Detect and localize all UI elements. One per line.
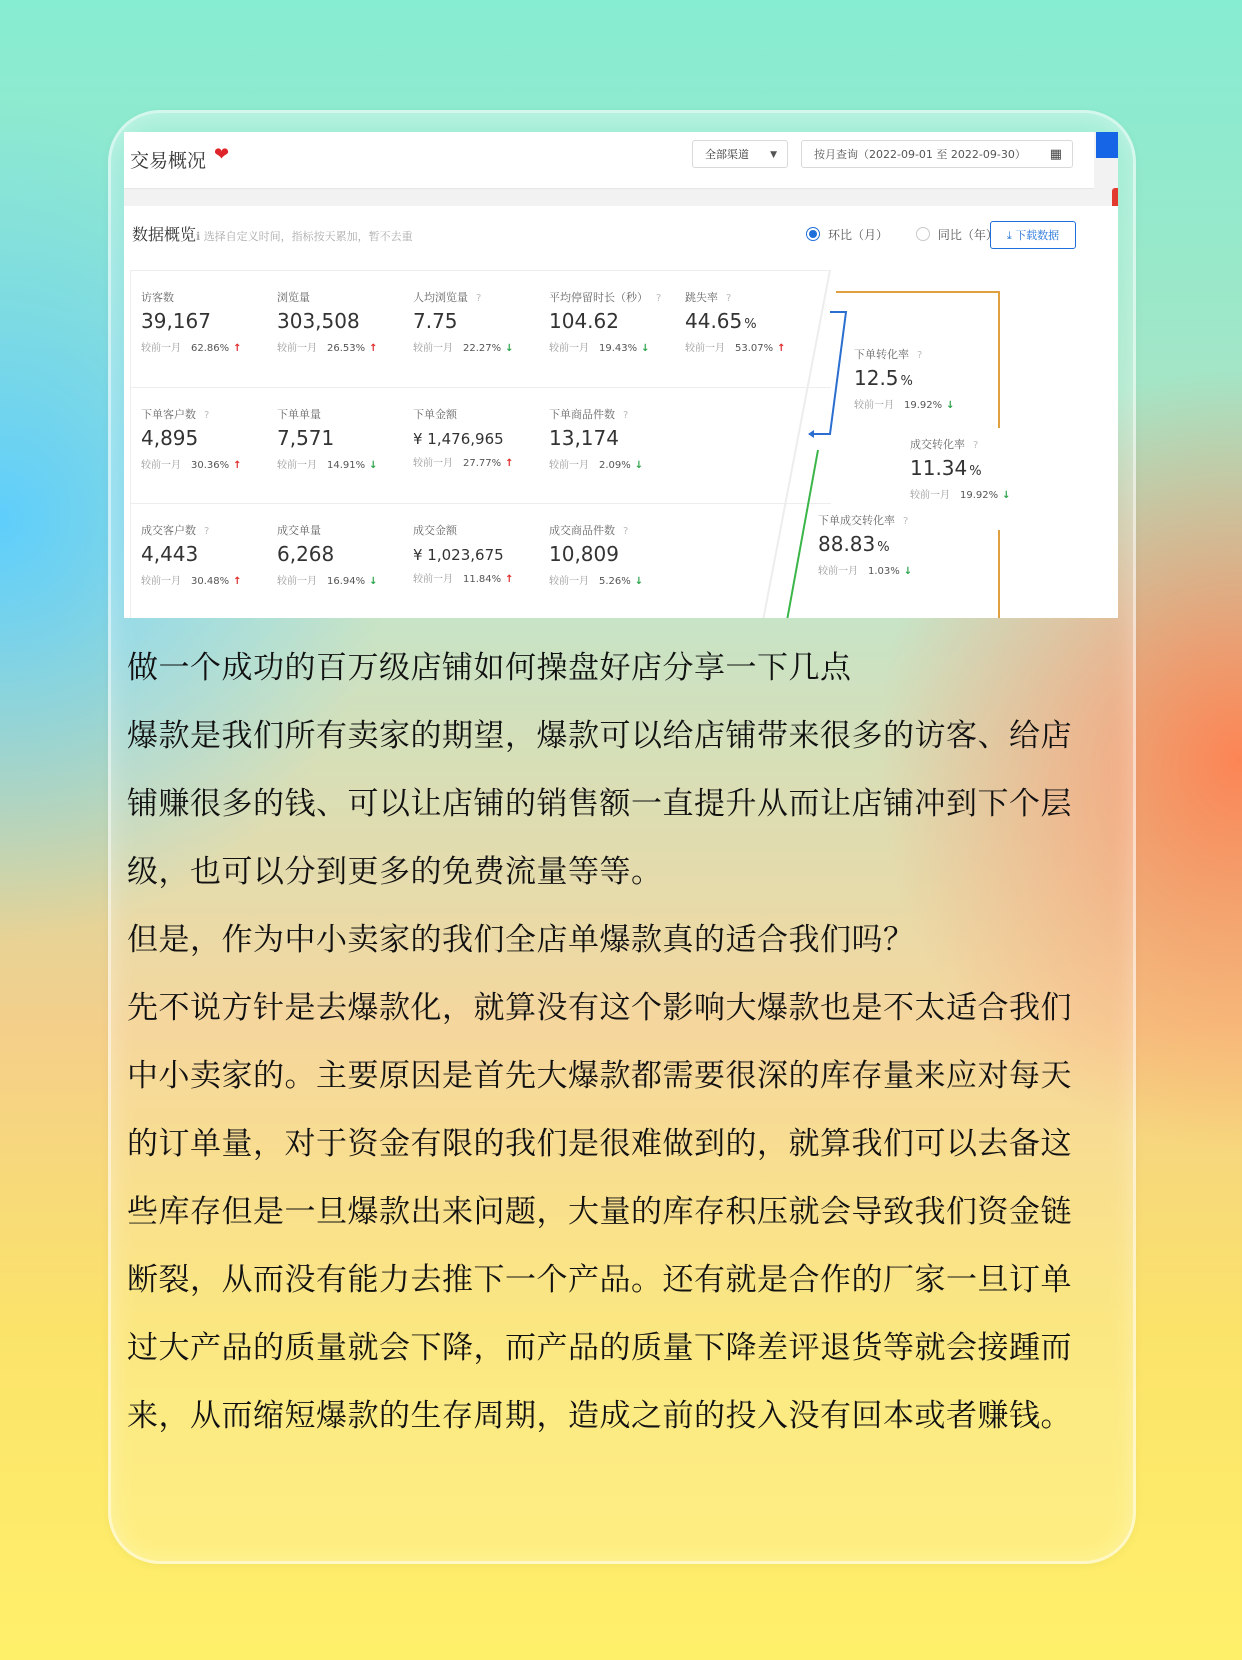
- metric-value: 4,895: [141, 426, 199, 450]
- metric-card: [549, 289, 689, 354]
- metric-value-row: [141, 542, 281, 566]
- metric-value: 7.75: [413, 309, 458, 333]
- metric-change: 11.84%: [463, 574, 502, 585]
- metric-label: [413, 289, 553, 305]
- metric-label-text: 成交金额: [413, 524, 457, 537]
- metric-value: ¥ 1,023,675: [413, 546, 504, 564]
- metric-compare: [277, 456, 417, 471]
- rate-value-row: [818, 532, 958, 556]
- metric-label-text: 成交客户数: [141, 524, 196, 537]
- date-range-value: 按月查询（2022-09-01 至 2022-09-30）: [814, 148, 1026, 161]
- metric-card: [277, 289, 417, 354]
- metric-card: [277, 406, 417, 471]
- metric-change: 19.43%: [599, 343, 638, 354]
- metric-label: [141, 522, 281, 538]
- metric-value-row: [141, 426, 281, 450]
- rate-unit: %: [969, 464, 982, 479]
- metric-change: 16.94%: [327, 576, 366, 587]
- arrow-up-icon: ↑: [233, 576, 242, 587]
- rate-label-text: 成交转化率: [910, 438, 965, 451]
- metric-compare: [685, 339, 825, 354]
- overview-hint: [196, 228, 413, 244]
- metric-card: [141, 289, 281, 354]
- rate-label: [910, 436, 1050, 452]
- help-icon[interactable]: ?: [204, 526, 210, 537]
- rate-label: [818, 512, 958, 528]
- compare-label: 较前一月: [549, 576, 589, 587]
- arrow-down-icon: ↓: [505, 343, 514, 354]
- metric-label-text: 成交单量: [277, 524, 321, 537]
- edge-tab-blue: [1096, 132, 1118, 158]
- metric-card: [413, 406, 553, 469]
- metrics-grid: [130, 270, 831, 618]
- metric-change: 2.09%: [599, 460, 631, 471]
- metric-card: [141, 522, 281, 587]
- help-icon[interactable]: ?: [476, 293, 482, 304]
- compare-label: 较前一月: [277, 576, 317, 587]
- metrics-row: [131, 387, 831, 504]
- rate-label-text: 下单成交转化率: [818, 514, 895, 527]
- arrow-down-icon: ↓: [369, 460, 378, 471]
- page-title: 交易概况: [130, 150, 207, 172]
- compare-label: 较前一月: [549, 343, 589, 354]
- help-icon[interactable]: ?: [726, 293, 732, 304]
- heart-icon: ❤: [214, 144, 230, 165]
- metric-card: [413, 289, 553, 354]
- metric-label: [277, 522, 417, 538]
- metric-compare: [141, 339, 281, 354]
- compare-label: 较前一月: [277, 343, 317, 354]
- metric-compare: [277, 339, 417, 354]
- arrow-down-icon: ↓: [903, 566, 913, 577]
- arrow-down-icon: ↓: [641, 343, 650, 354]
- channel-select[interactable]: [692, 140, 788, 168]
- radio-mom-label: 环比（月）: [828, 228, 889, 242]
- metric-label-text: 人均浏览量: [413, 291, 468, 304]
- metric-compare: [549, 339, 689, 354]
- metric-label: [277, 289, 417, 305]
- rate-compare: [910, 486, 1050, 501]
- metric-value: 104.62: [549, 309, 619, 333]
- metric-label: [277, 406, 417, 422]
- metric-label: [141, 289, 281, 305]
- rate-value-row: [910, 456, 1050, 480]
- metric-change: 22.27%: [463, 343, 502, 354]
- rate-compare: [818, 562, 958, 577]
- radio-yoy-label: 同比（年）: [937, 228, 998, 242]
- metric-value: 4,443: [141, 542, 199, 566]
- compare-label: 较前一月: [413, 574, 453, 585]
- metric-card: [413, 522, 553, 585]
- metric-value: 39,167: [141, 309, 211, 333]
- rate-label-text: 下单转化率: [854, 348, 909, 361]
- metric-compare: [141, 456, 281, 471]
- compare-label: 较前一月: [910, 490, 950, 501]
- rate-unit: %: [877, 540, 890, 555]
- metric-compare: [413, 339, 553, 354]
- metric-label: [413, 406, 553, 422]
- conversion-rate-card: [818, 512, 958, 577]
- metric-value-row: [549, 542, 689, 566]
- compare-label: 较前一月: [277, 460, 317, 471]
- help-icon[interactable]: ?: [623, 526, 629, 537]
- metric-label-text: 下单客户数: [141, 408, 196, 421]
- help-icon[interactable]: ?: [656, 293, 662, 304]
- download-data-label: 下载数据: [1015, 229, 1060, 242]
- metric-change: 30.48%: [191, 576, 230, 587]
- arrow-up-icon: ↑: [777, 343, 786, 354]
- compare-label: 较前一月: [141, 343, 181, 354]
- metric-value-row: [413, 309, 553, 333]
- rate-change: 19.92%: [960, 490, 999, 501]
- info-icon: ℹ: [196, 230, 201, 243]
- arrow-down-icon: ↓: [1002, 490, 1011, 501]
- radio-mom[interactable]: [806, 227, 820, 241]
- arrow-down-icon: ↓: [634, 460, 644, 471]
- metric-compare: [413, 570, 553, 585]
- arrow-up-icon: ↑: [505, 458, 514, 469]
- metric-label-text: 下单商品件数: [549, 408, 615, 421]
- metric-value: ¥ 1,476,965: [413, 430, 504, 448]
- overview-hint-text: 选择自定义时间，指标按天累加，暂不去重: [203, 230, 413, 243]
- metric-compare: [549, 572, 689, 587]
- compare-label: 较前一月: [141, 576, 181, 587]
- metric-compare: [549, 456, 689, 471]
- rate-change: 19.92%: [904, 400, 943, 411]
- compare-label: 较前一月: [685, 343, 725, 354]
- dashboard-topbar: [124, 132, 1094, 189]
- help-icon[interactable]: ?: [623, 410, 629, 421]
- metric-label: [413, 522, 553, 538]
- metric-change: 5.26%: [599, 576, 631, 587]
- rate-change: 1.03%: [868, 566, 900, 577]
- metric-label-text: 下单金额: [413, 408, 457, 421]
- metric-compare: [277, 572, 417, 587]
- arrow-up-icon: ↑: [369, 343, 378, 354]
- article-paragraph-1: 爆款是我们所有卖家的期望，爆款可以给店铺带来很多的访客、给店铺赚很多的钱、可以让店铺的销售额一直提升从而让店铺冲到下个层级，也可以分到更多的免费流量等等。: [127, 718, 1072, 890]
- article: [127, 634, 1087, 1450]
- metrics-row: [131, 271, 831, 387]
- metric-value-row: [141, 309, 281, 333]
- rate-unit: %: [900, 374, 913, 389]
- dashboard-screenshot: [124, 132, 1118, 618]
- metric-label-text: 浏览量: [277, 291, 310, 304]
- download-data-button[interactable]: [990, 221, 1076, 249]
- overview-title: 数据概览: [132, 225, 197, 244]
- metric-change: 27.77%: [463, 458, 502, 469]
- metric-value-row: [549, 426, 689, 450]
- metric-change: 62.86%: [191, 343, 230, 354]
- conversion-rate-card: [854, 346, 994, 411]
- metric-value-row: [413, 430, 553, 448]
- metric-value-row: [413, 546, 553, 564]
- calendar-icon: ▦: [1049, 147, 1062, 162]
- arrow-up-icon: ↑: [505, 574, 514, 585]
- metric-change: 30.36%: [191, 460, 230, 471]
- metrics-row: [131, 503, 831, 618]
- chevron-down-icon: ▼: [770, 150, 777, 160]
- metric-value-row: [685, 309, 825, 333]
- article-paragraph-3: 先不说方针是去爆款化，就算没有这个影响大爆款也是不太适合我们中小卖家的。主要原因是首先大爆款都需要很深的库存量来应对每天的订单量，对于资金有限的我们是很难做到的，就算我们可以去备这些库存但是一旦爆款出来问题，大量的库存积压就会导致我们资金链断裂，从而没有能力去推下一个产品。还有就是合作的厂家一旦订单过大产品的质量就会下降，而产品的质量下降差评退货等就会接踵而来，从而缩短爆款的生存周期，造成之前的投入没有回本或者赚钱。: [127, 990, 1072, 1434]
- compare-label: 较前一月: [818, 566, 858, 577]
- compare-label: 较前一月: [413, 343, 453, 354]
- metric-compare: [141, 572, 281, 587]
- metric-change: 26.53%: [327, 343, 366, 354]
- metric-card: [141, 406, 281, 471]
- help-icon[interactable]: ?: [903, 516, 909, 527]
- compare-label: 较前一月: [413, 458, 453, 469]
- conversion-rate-card: [910, 436, 1050, 501]
- metric-label: [141, 406, 281, 422]
- compare-label: 较前一月: [141, 460, 181, 471]
- rate-value: 88.83: [818, 532, 876, 556]
- arrow-down-icon: ↓: [369, 576, 378, 587]
- metric-value: 7,571: [277, 426, 335, 450]
- metric-card: [549, 406, 689, 471]
- metric-compare: [413, 454, 553, 469]
- metric-value-row: [277, 309, 417, 333]
- metric-value-row: [277, 426, 417, 450]
- download-icon: ⤓: [1006, 229, 1012, 242]
- metric-label: [549, 522, 689, 538]
- help-icon[interactable]: ?: [973, 440, 979, 451]
- metric-label: [685, 289, 825, 305]
- date-range-picker[interactable]: [801, 140, 1073, 168]
- metric-card: [685, 289, 825, 354]
- metric-value-row: [549, 309, 689, 333]
- metric-label-text: 平均停留时长（秒）: [549, 291, 648, 304]
- metric-value: 13,174: [549, 426, 619, 450]
- rate-value: 11.34: [910, 456, 968, 480]
- help-icon[interactable]: ?: [204, 410, 210, 421]
- channel-select-value: 全部渠道: [705, 148, 749, 161]
- metric-change: 14.91%: [327, 460, 366, 471]
- metric-card: [549, 522, 689, 587]
- metric-label-text: 下单单量: [277, 408, 321, 421]
- arrow-up-icon: ↑: [233, 343, 242, 354]
- metric-label-text: 访客数: [141, 291, 174, 304]
- article-heading: 做一个成功的百万级店铺如何操盘好店分享一下几点: [127, 650, 852, 686]
- radio-yoy[interactable]: [916, 227, 930, 241]
- compare-label: 较前一月: [549, 460, 589, 471]
- article-paragraph-2: 但是，作为中小卖家的我们全店单爆款真的适合我们吗？: [127, 922, 915, 958]
- metric-value-row: [277, 542, 417, 566]
- metric-value: 6,268: [277, 542, 335, 566]
- rate-value-row: [854, 366, 994, 390]
- help-icon[interactable]: ?: [917, 350, 923, 361]
- arrow-up-icon: ↑: [233, 460, 242, 471]
- metric-card: [277, 522, 417, 587]
- metric-unit: %: [744, 317, 757, 332]
- arrow-down-icon: ↓: [634, 576, 644, 587]
- rate-label: [854, 346, 994, 362]
- metric-value: 44.65: [685, 309, 743, 333]
- metric-value: 303,508: [277, 309, 360, 333]
- metric-label-text: 跳失率: [685, 291, 718, 304]
- arrow-down-icon: ↓: [946, 400, 955, 411]
- rate-compare: [854, 396, 994, 411]
- compare-label: 较前一月: [854, 400, 894, 411]
- data-overview-panel: [124, 206, 1118, 618]
- metric-label: [549, 406, 689, 422]
- metric-value: 10,809: [549, 542, 619, 566]
- rate-value: 12.5: [854, 366, 899, 390]
- metric-label-text: 成交商品件数: [549, 524, 615, 537]
- metric-change: 53.07%: [735, 343, 774, 354]
- metric-label: [549, 289, 689, 305]
